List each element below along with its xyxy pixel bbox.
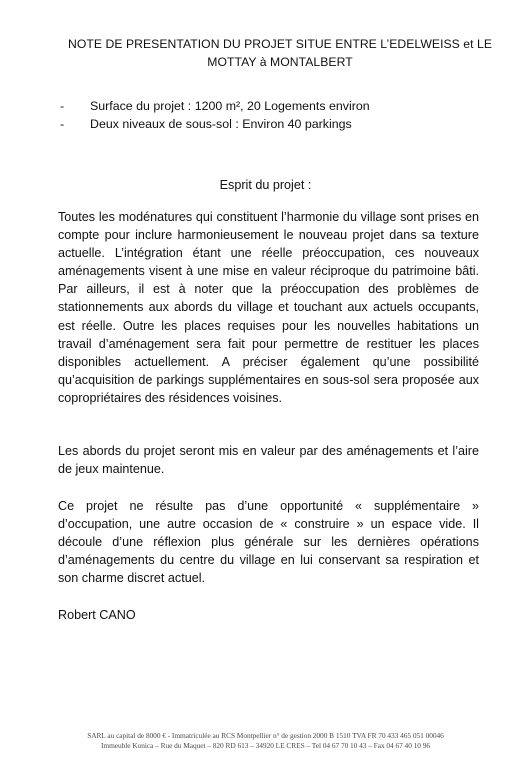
list-item-text: Deux niveaux de sous-sol : Environ 40 parkings bbox=[90, 117, 352, 131]
body-paragraph: Les abords du projet seront mis en valeur par des aménagements et l’aire de jeux maintenue. bbox=[58, 444, 479, 477]
list-item-text: Surface du projet : 1200 m², 20 Logements environ bbox=[90, 99, 370, 113]
body-paragraph: Toutes les modénatures qui constituent l’harmonie du village sont prises en compte pour inclure harmonieusement le nouveau projet dans sa texture actuelle. L’intégration étant une réelle préoccupation, ces nouveaux aménagements visent à une mise en valeur réciproque du patrimoine bâti. Par ailleurs, il est à noter que la préoccupation des problèmes de stationnements aux abords du village et touchant aux actuels occupants, est réelle. Outre les places requises pour les nouvelles habitations un travail d’aménagement sera fait pour permettre de restituer les places disponibles actuellement. A préciser également qu’une possibilité qu’acquisition de parkings supplémentaires en sous-sol sera proposée aux copropriétaires des résidences voisines. bbox=[58, 210, 479, 405]
section-heading: Esprit du projet : bbox=[219, 178, 312, 192]
footer-line: Immeuble Konica – Rue du Maquet – 820 RD 613 – 34920 LE CRES – Tel 04 67 70 10 43 – Fax 04 67 40 10 96 bbox=[100, 741, 431, 750]
company-footer bbox=[0, 731, 531, 751]
list-marker: - bbox=[60, 117, 65, 131]
body-paragraph: Ce projet ne résulte pas d’une opportunité « supplémentaire » d’occupation, une autre occasion de « construire » un espace vide. Il découle d’une réflexion plus générale sur les dernières opérations d’aménagements du centre du village en lui conservant sa respiration et son charme discret actuel. bbox=[58, 499, 479, 586]
signature-name: Robert CANO bbox=[58, 608, 136, 622]
list-item bbox=[60, 115, 480, 133]
list-item bbox=[60, 97, 480, 115]
project-summary-list bbox=[60, 97, 480, 133]
footer-line: SARL au capital de 8000 € - Immatriculée au RCS Montpellier n° de gestion 2000 B 1510 TVA FR 70 433 465 051 00046 bbox=[87, 731, 444, 740]
list-marker: - bbox=[60, 99, 65, 113]
document-title: NOTE DE PRESENTATION DU PROJET SITUE ENTRE L’EDELWEISS et LE MOTTAY à MONTALBERT bbox=[68, 37, 492, 69]
